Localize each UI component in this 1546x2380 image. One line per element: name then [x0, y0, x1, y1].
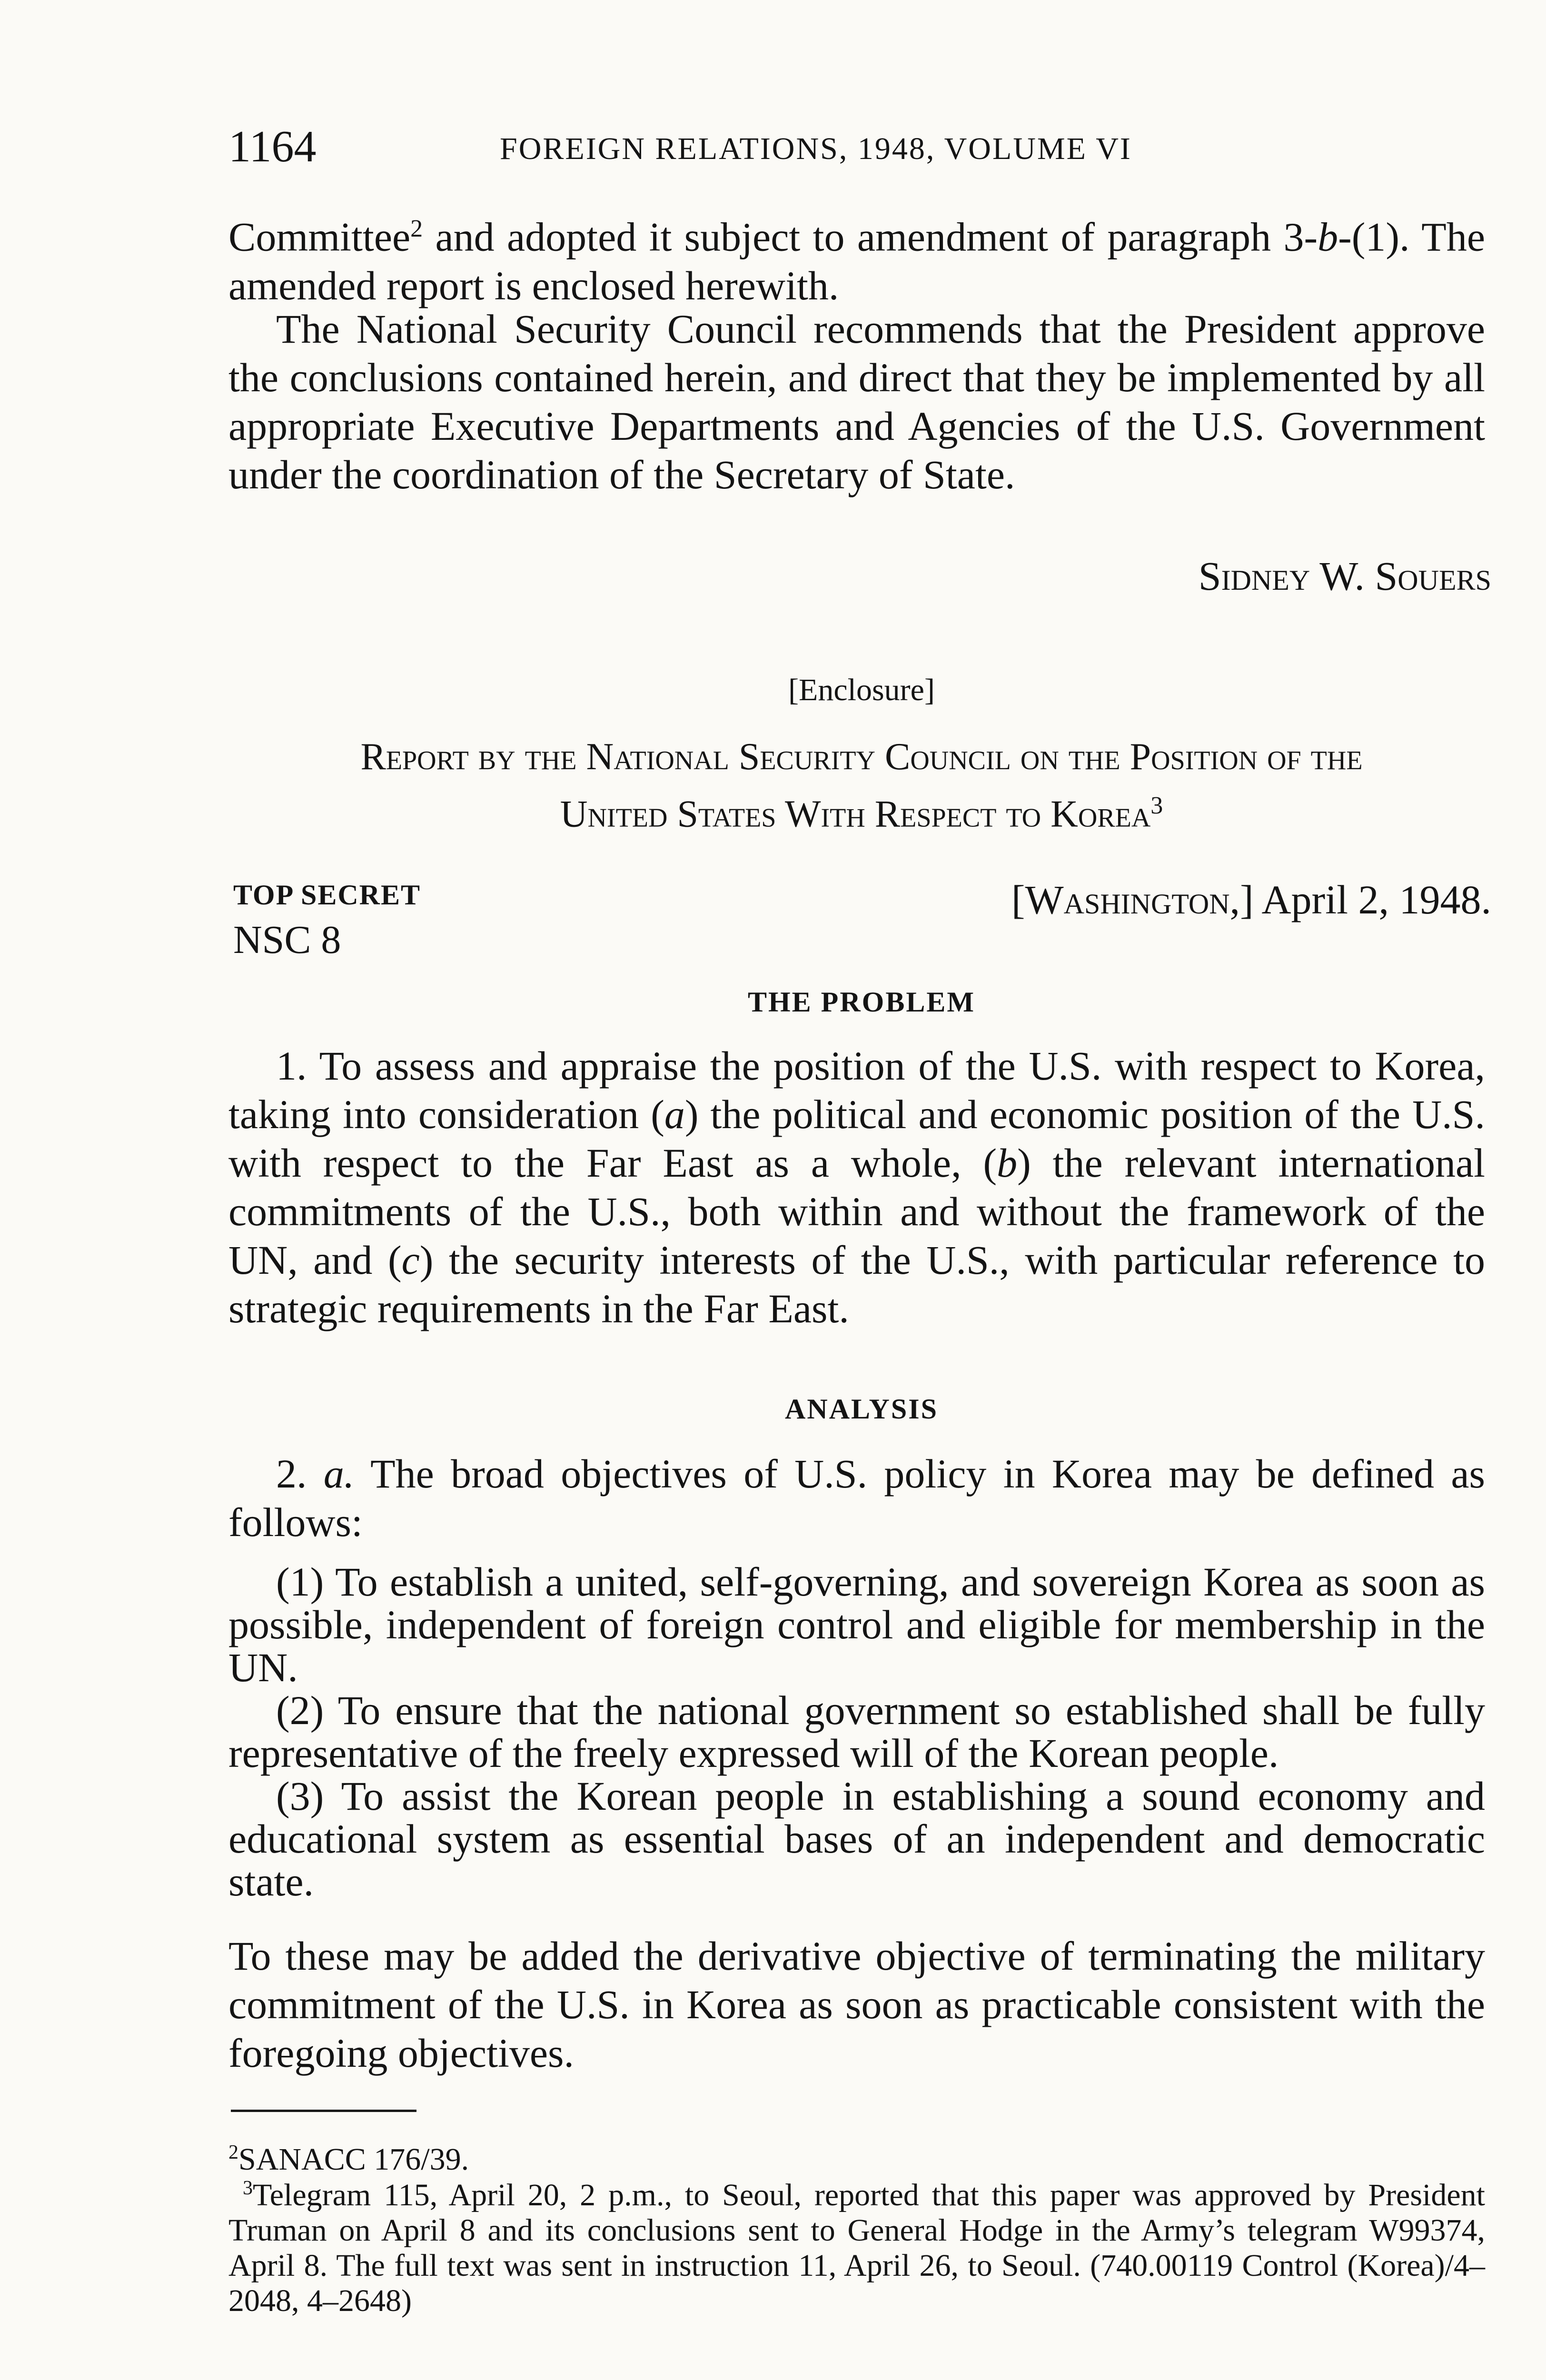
- objective-2: (2) To ensure that the national government so established shall be fully representative of the freely expressed will of the Korean people.: [228, 1687, 1485, 1776]
- cover-letter-text: Committee: [228, 214, 411, 260]
- cover-letter-paragraph-1: [228, 205, 1485, 310]
- problem-heading: THE PROBLEM: [747, 986, 976, 1018]
- document-number: NSC 8: [233, 918, 341, 962]
- problem-paragraph-1: [228, 1041, 1485, 1333]
- signature: Sidney W. Souers: [1198, 553, 1491, 599]
- footnote-text: SANACC 176/39.: [238, 2142, 469, 2177]
- footnote-mark: 3: [243, 2177, 253, 2199]
- item-letter: b: [997, 1140, 1018, 1186]
- footnote-text: Telegram 115, April 20, 2 p.m., to Seoul, reported that this paper was approved by President Truman on April 8 and its conclusions sent to General Hodge in the Army’s telegram W99374, April 8. The full text was sent in instruction 11, April 26, to Seoul. (740.00119 Control (Korea)/4–2048, 4–2648): [228, 2178, 1485, 2318]
- classification: TOP SECRET: [233, 879, 421, 911]
- objective-1: (1) To establish a united, self-governing, and sovereign Korea as soon as possible, independent of foreign control and eligible for membership in the UN.: [228, 1559, 1485, 1690]
- problem-text: ) the relevant international commitments of the U.S., both within and without the framework of the UN, and (: [228, 1140, 1486, 1283]
- analysis-number: 2.: [276, 1451, 324, 1497]
- running-title: FOREIGN RELATIONS, 1948, VOLUME VI: [500, 131, 1132, 166]
- footnote-divider: [231, 2110, 416, 2112]
- footnote-ref-3: 3: [1150, 792, 1163, 819]
- place-date: [1011, 876, 1491, 923]
- place: [Washington,]: [1011, 877, 1254, 922]
- item-letter: a: [664, 1091, 685, 1137]
- item-letter: c: [401, 1237, 420, 1283]
- footnote-mark: 2: [228, 2142, 238, 2163]
- analysis-heading: ANALYSIS: [785, 1393, 938, 1425]
- cover-letter-text: and adopted it subject to amendment of paragraph 3-: [423, 214, 1318, 260]
- derivative-objective: To these may be added the derivative objective of terminating the military commitment of the U.S. in Korea as soon as practicable consistent with the foregoing objectives.: [228, 1933, 1485, 2076]
- footnote-3: [228, 2171, 1485, 2319]
- enclosure-label: [Enclosure]: [788, 673, 935, 707]
- footnote-ref-2: 2: [410, 215, 423, 242]
- analysis-letter: a.: [323, 1451, 355, 1497]
- analysis-paragraph-2: [228, 1449, 1485, 1547]
- objective-3: (3) To assist the Korean people in establishing a sound economy and educational system as essential bases of an independent and democratic state.: [228, 1773, 1485, 1904]
- problem-text: 1. To assess and appraise the position of the U.S. with respect to Korea, taking into consideration (: [228, 1043, 1485, 1137]
- paragraph-letter: b: [1318, 214, 1338, 260]
- cover-letter-paragraph-2: The National Security Council recommends that the President approve the conclusions contained herein, and direct that they be implemented by all appropriate Executive Departments and Agencies of the U.S. Government under the coordination of the Secretary of State.: [228, 306, 1485, 497]
- problem-text: ) the security interests of the U.S., with particular reference to strategic requirements in the Far East.: [228, 1237, 1485, 1331]
- report-title-line-2: [228, 784, 1495, 836]
- report-title-text: United States With Respect to Korea: [560, 793, 1151, 835]
- analysis-text: The broad objectives of U.S. policy in Korea may be defined as follows:: [228, 1451, 1486, 1545]
- page-number: 1164: [228, 122, 317, 171]
- cover-letter-text: -(1). The amended report is enclosed herewith.: [228, 214, 1485, 308]
- date: April 2, 1948.: [1261, 877, 1491, 922]
- problem-text: ) the political and economic position of the U.S. with respect to the Far East as a whole, (: [228, 1091, 1486, 1186]
- report-title-line-1: Report by the National Security Council on the Position of the: [360, 736, 1363, 778]
